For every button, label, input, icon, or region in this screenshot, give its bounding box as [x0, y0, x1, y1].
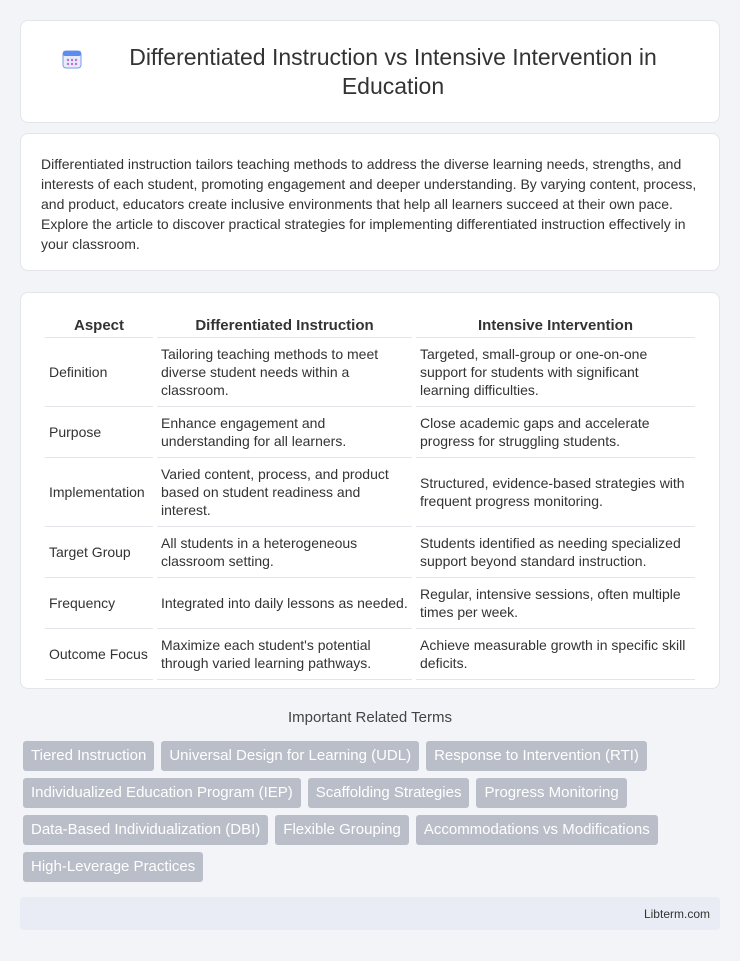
header-intensive-intervention: Intensive Intervention [416, 315, 695, 338]
header-differentiated-instruction: Differentiated Instruction [157, 315, 412, 338]
term-tag[interactable]: Data-Based Individualization (DBI) [23, 815, 268, 845]
row-differentiated: Enhance engagement and understanding for all learners. [157, 407, 412, 458]
term-tag[interactable]: High-Leverage Practices [23, 852, 203, 882]
footer [20, 897, 720, 930]
table-row [45, 629, 695, 680]
row-aspect: Frequency [45, 578, 153, 629]
row-differentiated: Varied content, process, and product based on student readiness and interest. [157, 458, 412, 527]
table-row [45, 407, 695, 458]
term-tag[interactable]: Response to Intervention (RTI) [426, 741, 647, 771]
row-aspect: Implementation [45, 458, 153, 527]
row-aspect: Target Group [45, 527, 153, 578]
intro-card [20, 133, 720, 271]
page-title: Differentiated Instruction vs Intensive Intervention in Education [129, 43, 657, 99]
row-aspect: Purpose [45, 407, 153, 458]
related-terms-list [23, 741, 723, 882]
row-aspect: Definition [45, 338, 153, 407]
header-aspect: Aspect [45, 315, 153, 338]
calendar-icon [61, 48, 83, 70]
row-differentiated: Tailoring teaching methods to meet diverse student needs within a classroom. [157, 338, 412, 407]
row-intensive: Regular, intensive sessions, often multiple times per week. [416, 578, 695, 629]
term-tag[interactable]: Scaffolding Strategies [308, 778, 470, 808]
term-tag[interactable]: Flexible Grouping [275, 815, 409, 845]
row-aspect: Outcome Focus [45, 629, 153, 680]
row-intensive: Structured, evidence-based strategies with frequent progress monitoring. [416, 458, 695, 527]
row-intensive: Students identified as needing specialized support beyond standard instruction. [416, 527, 695, 578]
term-tag[interactable]: Individualized Education Program (IEP) [23, 778, 301, 808]
comparison-table [41, 315, 699, 680]
row-intensive: Close academic gaps and accelerate progress for struggling students. [416, 407, 695, 458]
row-differentiated: Integrated into daily lessons as needed. [157, 578, 412, 629]
row-intensive: Achieve measurable growth in specific skill deficits. [416, 629, 695, 680]
header-card [20, 20, 720, 123]
table-row [45, 527, 695, 578]
term-tag[interactable]: Universal Design for Learning (UDL) [161, 741, 419, 771]
related-terms-title: Important Related Terms [288, 709, 452, 726]
footer-site-link[interactable]: Libterm.com [643, 907, 710, 921]
term-tag[interactable]: Accommodations vs Modifications [416, 815, 658, 845]
table-row [45, 578, 695, 629]
term-tag[interactable]: Progress Monitoring [476, 778, 626, 808]
row-intensive: Targeted, small-group or one-on-one support for students with significant learning difficulties. [416, 338, 695, 407]
comparison-table-card [20, 292, 720, 689]
table-row [45, 338, 695, 407]
row-differentiated: All students in a heterogeneous classroom setting. [157, 527, 412, 578]
table-row [45, 458, 695, 527]
row-differentiated: Maximize each student's potential through varied learning pathways. [157, 629, 412, 680]
table-header-row [45, 315, 695, 338]
intro-text: Differentiated instruction tailors teaching methods to address the diverse learning needs, strengths, and interests of each student, promoting engagement and deeper understanding. By varying content, process, and product, educators create inclusive environments that help all learners succeed at their own pace. Explore the article to discover practical strategies for implementing differentiated instruction effectively in your classroom. [41, 156, 697, 252]
term-tag[interactable]: Tiered Instruction [23, 741, 154, 771]
